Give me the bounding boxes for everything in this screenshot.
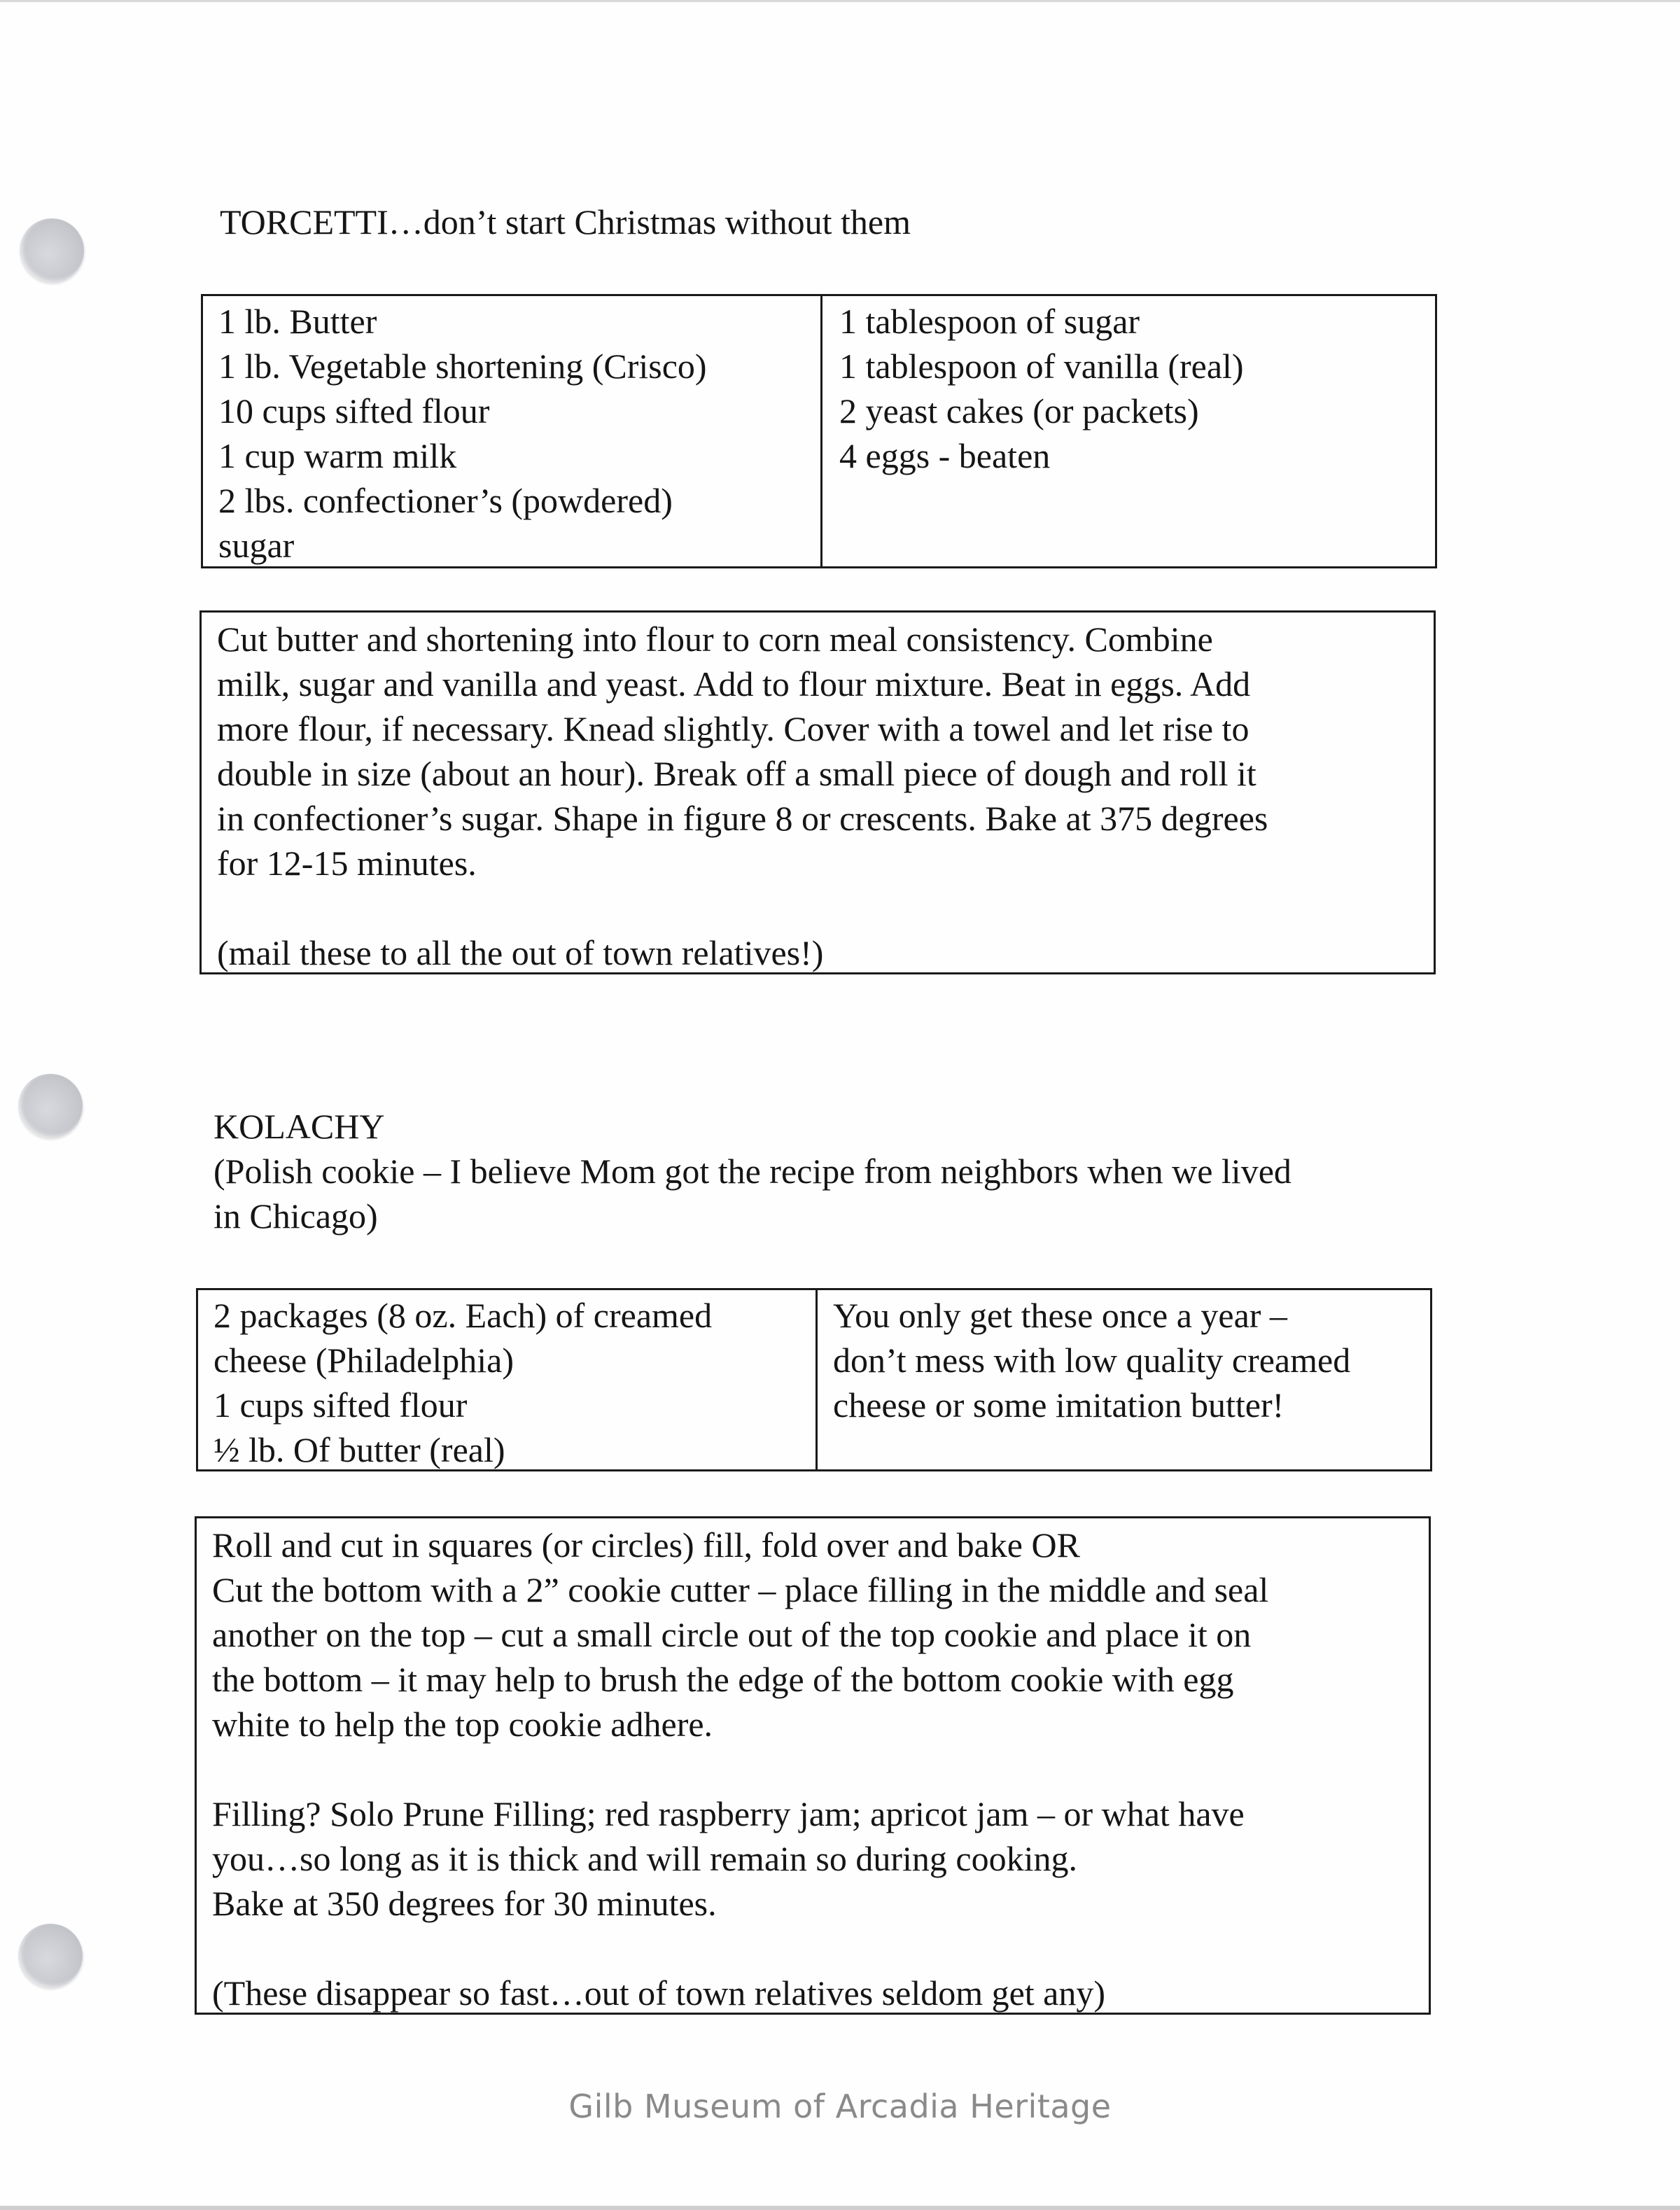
- filling-line: Filling? Solo Prune Filling; red raspberry jam; apricot jam – or what have: [212, 1794, 1245, 1833]
- direction-line: milk, sugar and vanilla and yeast. Add to flour mixture. Beat in eggs. Add: [217, 664, 1251, 704]
- ingredient-item: 1 cup warm milk: [218, 436, 457, 475]
- direction-line: in confectioner’s sugar. Shape in figure 8 or crescents. Bake at 375 degrees: [217, 799, 1268, 838]
- direction-line: another on the top – cut a small circle out of the top cookie and place it on: [212, 1615, 1252, 1654]
- tip-line: You only get these once a year –: [833, 1296, 1287, 1335]
- tip-line: cheese or some imitation butter!: [833, 1385, 1284, 1425]
- direction-line: Cut the bottom with a 2” cookie cutter – place filling in the middle and seal: [212, 1570, 1269, 1609]
- direction-line: white to help the top cookie adhere.: [212, 1705, 713, 1744]
- spacer: [217, 886, 1418, 930]
- torcetti-directions-box: [200, 610, 1436, 974]
- kolachy-ingredients-left: [198, 1290, 816, 1469]
- punch-hole: [18, 1074, 83, 1138]
- direction-line: the bottom – it may help to brush the edge of the bottom cookie with egg: [212, 1660, 1234, 1699]
- ingredient-item: 2 yeast cakes (or packets): [839, 391, 1199, 431]
- torcetti-note: (mail these to all the out of town relatives!): [217, 933, 824, 972]
- direction-line: Cut butter and shortening into flour to corn meal consistency. Combine: [217, 620, 1213, 659]
- ingredient-item: sugar: [218, 526, 295, 565]
- direction-line: Roll and cut in squares (or circles) fill, fold over and bake OR: [212, 1525, 1080, 1565]
- ingredient-item: ½ lb. Of butter (real): [214, 1430, 505, 1469]
- direction-line: double in size (about an hour). Break off a small piece of dough and roll it: [217, 754, 1256, 793]
- direction-line: for 12-15 minutes.: [217, 844, 477, 883]
- ingredient-item: 2 lbs. confectioner’s (powdered): [218, 481, 673, 520]
- page-top-edge: [0, 0, 1680, 2]
- ingredient-item: cheese (Philadelphia): [214, 1341, 514, 1380]
- kolachy-title: KOLACHY: [214, 1107, 385, 1146]
- spacer: [212, 1926, 1413, 1971]
- ingredient-item: 1 lb. Vegetable shortening (Crisco): [218, 347, 707, 386]
- ingredient-item: 1 cups sifted flour: [214, 1385, 468, 1425]
- torcetti-ingredients-table: [201, 294, 1437, 568]
- punch-hole: [20, 218, 84, 283]
- ingredient-item: 2 packages (8 oz. Each) of creamed: [214, 1296, 713, 1335]
- spacer: [212, 1747, 1413, 1791]
- ingredient-item: 4 eggs - beaten: [839, 436, 1051, 475]
- kolachy-directions-box: [195, 1516, 1431, 2015]
- torcetti-ingredients-right: [820, 296, 1435, 566]
- museum-watermark: Gilb Museum of Arcadia Heritage: [568, 2087, 1112, 2125]
- filling-line: you…so long as it is thick and will remain so during cooking.: [212, 1839, 1077, 1878]
- ingredient-item: 1 tablespoon of sugar: [839, 302, 1140, 341]
- kolachy-ingredients-table: [196, 1288, 1432, 1471]
- ingredient-item: 1 tablespoon of vanilla (real): [839, 347, 1244, 386]
- torcetti-ingredients-left: [203, 296, 820, 566]
- page-bottom-edge: [0, 2206, 1680, 2210]
- tip-line: don’t mess with low quality creamed: [833, 1341, 1351, 1380]
- direction-line: more flour, if necessary. Knead slightly. Cover with a towel and let rise to: [217, 709, 1250, 748]
- kolachy-subtitle-line: in Chicago): [214, 1196, 378, 1236]
- kolachy-note: (These disappear so fast…out of town relatives seldom get any): [212, 1973, 1106, 2013]
- ingredient-item: 10 cups sifted flour: [218, 391, 490, 431]
- kolachy-tip: [816, 1290, 1430, 1469]
- filling-line: Bake at 350 degrees for 30 minutes.: [212, 1884, 717, 1923]
- punch-hole: [18, 1924, 83, 1988]
- torcetti-title: TORCETTI…don’t start Christmas without them: [220, 202, 911, 242]
- ingredient-item: 1 lb. Butter: [218, 302, 377, 341]
- kolachy-subtitle-line: (Polish cookie – I believe Mom got the recipe from neighbors when we lived: [214, 1152, 1292, 1191]
